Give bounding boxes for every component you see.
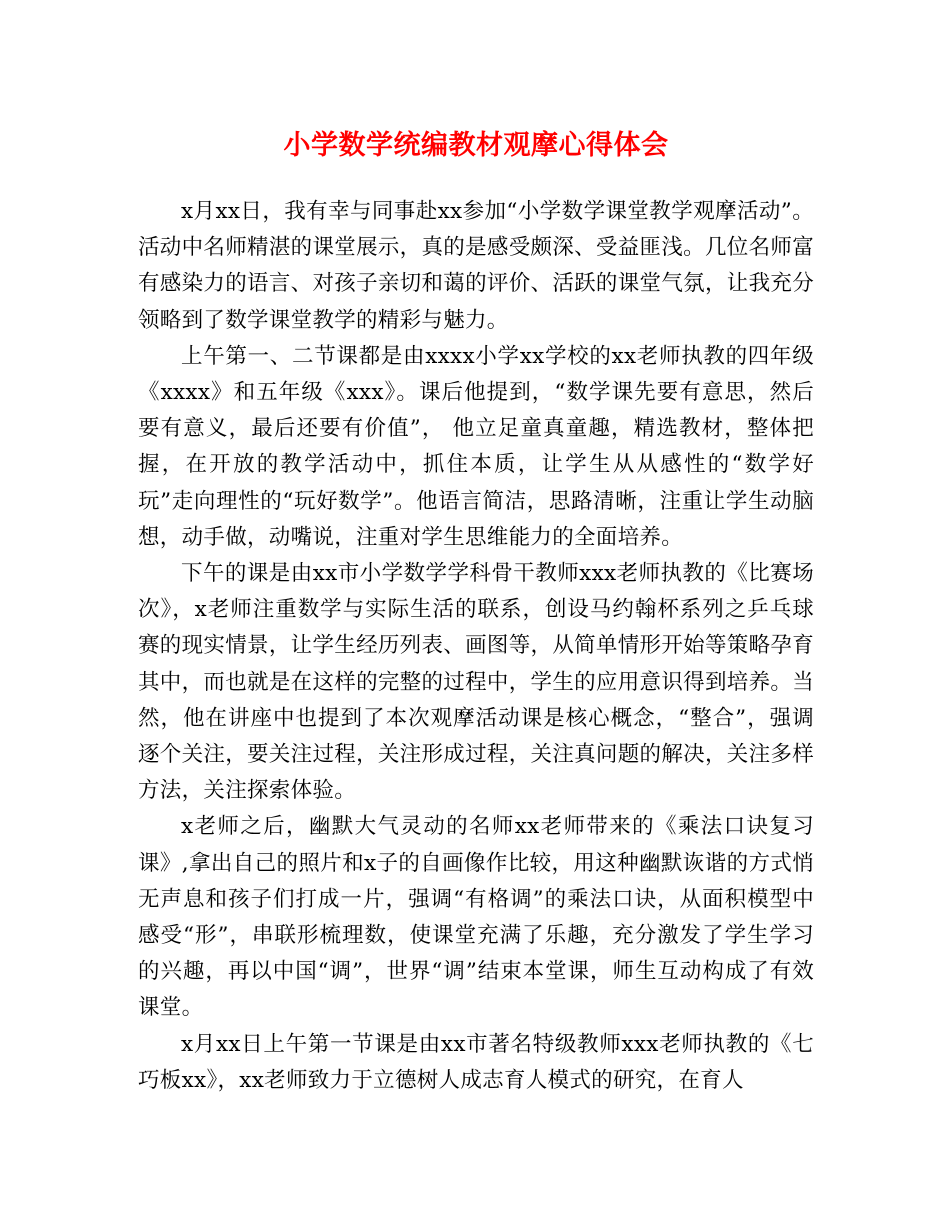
paragraph-1: x月xx日，我有幸与同事赴xx参加“小学数学课堂教学观摩活动”。活动中名师精湛的课堂展示，真的是感受颇深、受益匪浅。几位名师富有感染力的语言、对孩子亲切和蔼的评价、活跃的课堂气氛，让我充分领略到了数学课堂教学的精彩与魅力。	[138, 199, 814, 333]
document-body	[138, 194, 814, 1099]
paragraph-4: x老师之后，幽默大气灵动的名师xx老师带来的《乘法口诀复习课》,拿出自己的照片和x子的自画像作比较，用这种幽默诙谐的方式悄无声息和孩子们打成一片，强调“有格调”的乘法口诀，从面积模型中感受“形”，串联形梳理数，使课堂充满了乐趣，充分激发了学生学习的兴趣，再以中国“调”，世界“调”结束本堂课，师生互动构成了有效课堂。	[138, 814, 814, 1021]
document-page	[138, 126, 814, 1099]
paragraph-5: x月xx日上午第一节课是由xx市著名特级教师xxx老师执教的《七巧板xx》，xx老师致力于立德树人成志育人模式的研究，在育人	[138, 1031, 814, 1093]
paragraph-3: 下午的课是由xx市小学数学学科骨干教师xxx老师执教的《比赛场次》，x老师注重数学与实际生活的联系，创设马约翰杯系列之乒乓球赛的现实情景，让学生经历列表、画图等，从简单情形开始等策略孕育其中，而也就是在这样的完整的过程中，学生的应用意识得到培养。当然，他在讲座中也提到了本次观摩活动课是核心概念，“整合”，强调逐个关注，要关注过程，关注形成过程，关注真问题的解决，关注多样方法，关注探索体验。	[138, 561, 814, 804]
paragraph-2: 上午第一、二节课都是由xxxx小学xx学校的xx老师执教的四年级《xxxx》和五年级《xxx》。课后他提到，“数学课先要有意思，然后要有意义，最后还要有价值”， 他立足童真童趣，精选教材，整体把握，在开放的教学活动中，抓住本质，让学生从从感性的“数学好玩”走向理性的“玩好数学”。他语言简洁，思路清晰，注重让学生动脑想，动手做，动嘴说，注重对学生思维能力的全面培养。	[138, 343, 814, 550]
document-title: 小学数学统编教材观摩心得体会	[283, 130, 669, 161]
